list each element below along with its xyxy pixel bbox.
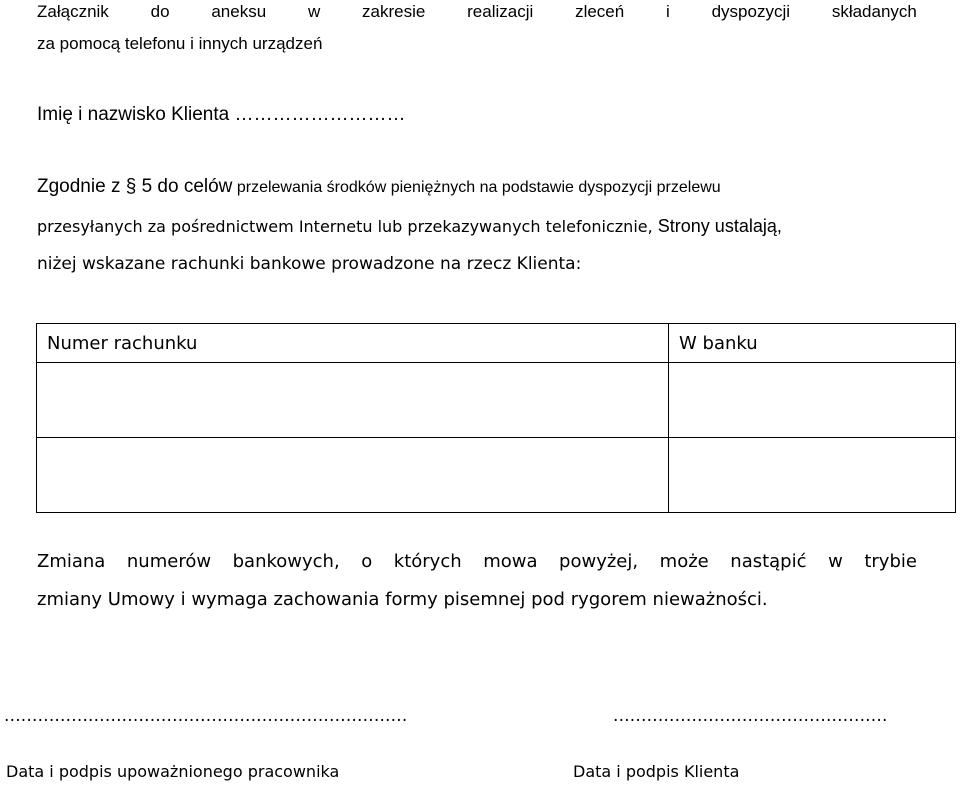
change-note-word: o bbox=[361, 551, 373, 572]
change-note-word: trybie bbox=[864, 551, 917, 572]
signature-label-employee: Data i podpis upoważnionego pracownika bbox=[6, 762, 340, 781]
change-note-word: w bbox=[828, 551, 843, 572]
client-name-dots: ……………………… bbox=[234, 104, 406, 125]
bank-cell[interactable] bbox=[669, 438, 956, 513]
heading-word: i bbox=[666, 2, 670, 21]
bank-cell[interactable] bbox=[669, 363, 956, 438]
heading-word: do bbox=[150, 2, 170, 21]
heading-word: składanych bbox=[831, 2, 917, 21]
table-header-row bbox=[37, 324, 956, 363]
table-row bbox=[37, 363, 956, 438]
heading-word: zleceń bbox=[575, 2, 625, 21]
heading-word: Załącznik bbox=[37, 2, 109, 21]
heading-word: realizacji bbox=[467, 2, 534, 21]
heading-word: zakresie bbox=[362, 2, 426, 21]
signature-line-employee: ........................................................................ bbox=[4, 706, 408, 726]
change-note-word: powyżej, bbox=[559, 551, 639, 572]
signature-label-client: Data i podpis Klienta bbox=[573, 762, 740, 781]
change-note-word: może bbox=[659, 551, 709, 572]
intro-line-3: niżej wskazane rachunki bankowe prowadzone na rzecz Klienta: bbox=[37, 254, 582, 274]
signature-line-client: ................................................. bbox=[613, 706, 888, 726]
column-header-account-number: Numer rachunku bbox=[37, 324, 669, 363]
intro-line-1 bbox=[37, 176, 721, 198]
account-number-cell[interactable] bbox=[37, 438, 669, 513]
heading-word: w bbox=[307, 2, 321, 21]
intro-line-1-main: Zgodnie z § 5 do celów bbox=[37, 176, 233, 197]
client-name-label: Imię i nazwisko Klienta bbox=[37, 104, 230, 125]
table-row bbox=[37, 438, 956, 513]
change-note-word: mowa bbox=[483, 551, 538, 572]
change-note-word: nastąpić bbox=[730, 551, 807, 572]
account-number-cell[interactable] bbox=[37, 363, 669, 438]
accounts-table bbox=[36, 323, 956, 513]
heading-line-2: za pomocą telefonu i innych urządzeń bbox=[37, 34, 323, 53]
change-note-line-1 bbox=[37, 551, 917, 572]
change-note-word: których bbox=[393, 551, 462, 572]
change-note-word: Zmiana bbox=[37, 551, 106, 572]
intro-line-2-end: Strony ustalają, bbox=[657, 216, 782, 236]
heading-line-1 bbox=[37, 2, 917, 22]
intro-line-2-main: przesyłanych za pośrednictwem Internetu lub przekazywanych telefonicznie, bbox=[37, 217, 658, 236]
client-name-field bbox=[37, 104, 405, 126]
change-note-word: numerów bbox=[126, 551, 212, 572]
column-header-bank: W banku bbox=[669, 324, 956, 363]
change-note-word: bankowych, bbox=[232, 551, 340, 572]
change-note-line-2: zmiany Umowy i wymaga zachowania formy pisemnej pod rygorem nieważności. bbox=[37, 589, 768, 610]
intro-line-1-rest: przelewania środków pieniężnych na podstawie dyspozycji przelewu bbox=[232, 179, 721, 196]
heading-word: aneksu bbox=[211, 2, 267, 21]
heading-word: dyspozycji bbox=[711, 2, 791, 21]
intro-line-2 bbox=[37, 216, 782, 237]
